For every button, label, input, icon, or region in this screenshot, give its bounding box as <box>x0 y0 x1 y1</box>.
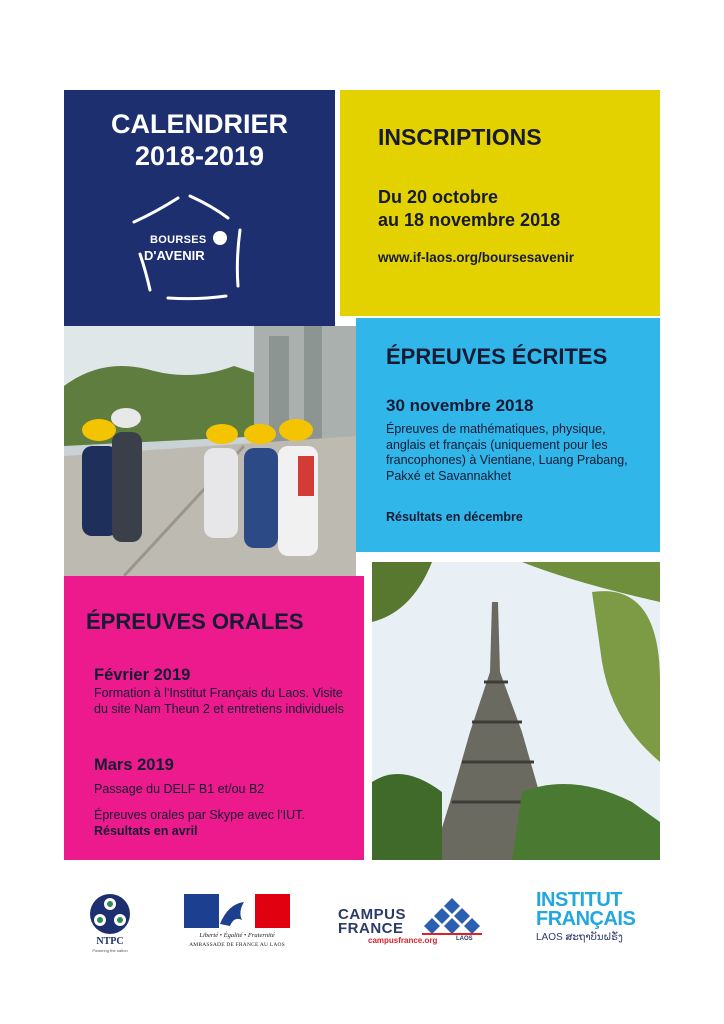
logo-text-avenir: D'AVENIR <box>144 248 205 263</box>
inscriptions-dates <box>378 186 560 232</box>
oral-exams-results: Résultats en avril <box>94 824 198 838</box>
campus-france-url: campusfrance.org <box>368 936 438 945</box>
institut-francais-logo <box>536 890 644 950</box>
written-exams-date: 30 novembre 2018 <box>386 396 534 415</box>
february-details: Formation à l'Institut Français du Laos. Visite du site Nam Theun 2 et entretiens individuels <box>94 686 344 716</box>
written-exams-title: ÉPREUVES ÉCRITES <box>386 344 608 369</box>
inscriptions-url[interactable]: www.if-laos.org/boursesavenir <box>378 250 575 265</box>
students-photo <box>64 326 356 576</box>
march-skype: Épreuves orales par Skype avec l'IUT. <box>94 808 305 822</box>
inscriptions-panel <box>340 90 660 316</box>
rf-motto: Liberté • Égalité • Fraternité <box>199 932 275 939</box>
rf-embassy: AMBASSADE DE FRANCE AU LAOS <box>189 942 285 948</box>
oral-exams-title: ÉPREUVES ORALES <box>86 609 304 634</box>
ntpc-name: NTPC <box>96 936 124 947</box>
calendar-title-line1: CALENDRIER <box>110 109 288 139</box>
ntpc-tagline: Powering the nation <box>92 948 128 953</box>
logo-text-bourses: BOURSES <box>150 234 207 246</box>
march-heading: Mars 2019 <box>94 756 174 774</box>
written-exams-results: Résultats en décembre <box>386 510 523 524</box>
inscriptions-dates-line2: au 18 novembre 2018 <box>378 210 561 230</box>
calendar-title <box>64 108 335 172</box>
written-exams-panel <box>356 318 660 552</box>
eiffel-tower-photo <box>372 562 660 860</box>
campus-text: CAMPUS <box>338 906 407 923</box>
bourses-avenir-logo <box>128 190 258 308</box>
diamond-grid-icon <box>416 896 488 936</box>
calendar-panel <box>64 90 335 330</box>
written-exams-details: Épreuves de mathématiques, physique, anglais et français (uniquement pour les francophones) à Vientiane, Luang Prabang, Pakxé et Savannakhet <box>386 422 628 483</box>
institut-text: INSTITUT <box>536 889 622 911</box>
campus-france-laos: LAOS <box>456 936 473 942</box>
francais-text: FRANÇAIS <box>536 908 636 930</box>
laos-text: LAOS ສະຖາບັນຝຣັ່ງ <box>536 932 623 943</box>
march-delf: Passage du DELF B1 et/ou B2 <box>94 782 265 796</box>
calendar-title-line2: 2018-2019 <box>134 141 265 171</box>
inscriptions-dates-line1: Du 20 octobre <box>378 187 499 207</box>
february-heading: Février 2019 <box>94 666 191 684</box>
campus-france-logo <box>338 894 490 946</box>
oral-exams-panel <box>64 576 364 860</box>
france-text: FRANCE <box>338 920 404 937</box>
ntpc-emblem-icon <box>86 892 134 936</box>
inscriptions-title: INSCRIPTIONS <box>378 124 542 150</box>
ntpc-logo <box>86 892 134 956</box>
marianne-flag-icon <box>184 894 290 930</box>
french-embassy-logo <box>184 894 290 952</box>
